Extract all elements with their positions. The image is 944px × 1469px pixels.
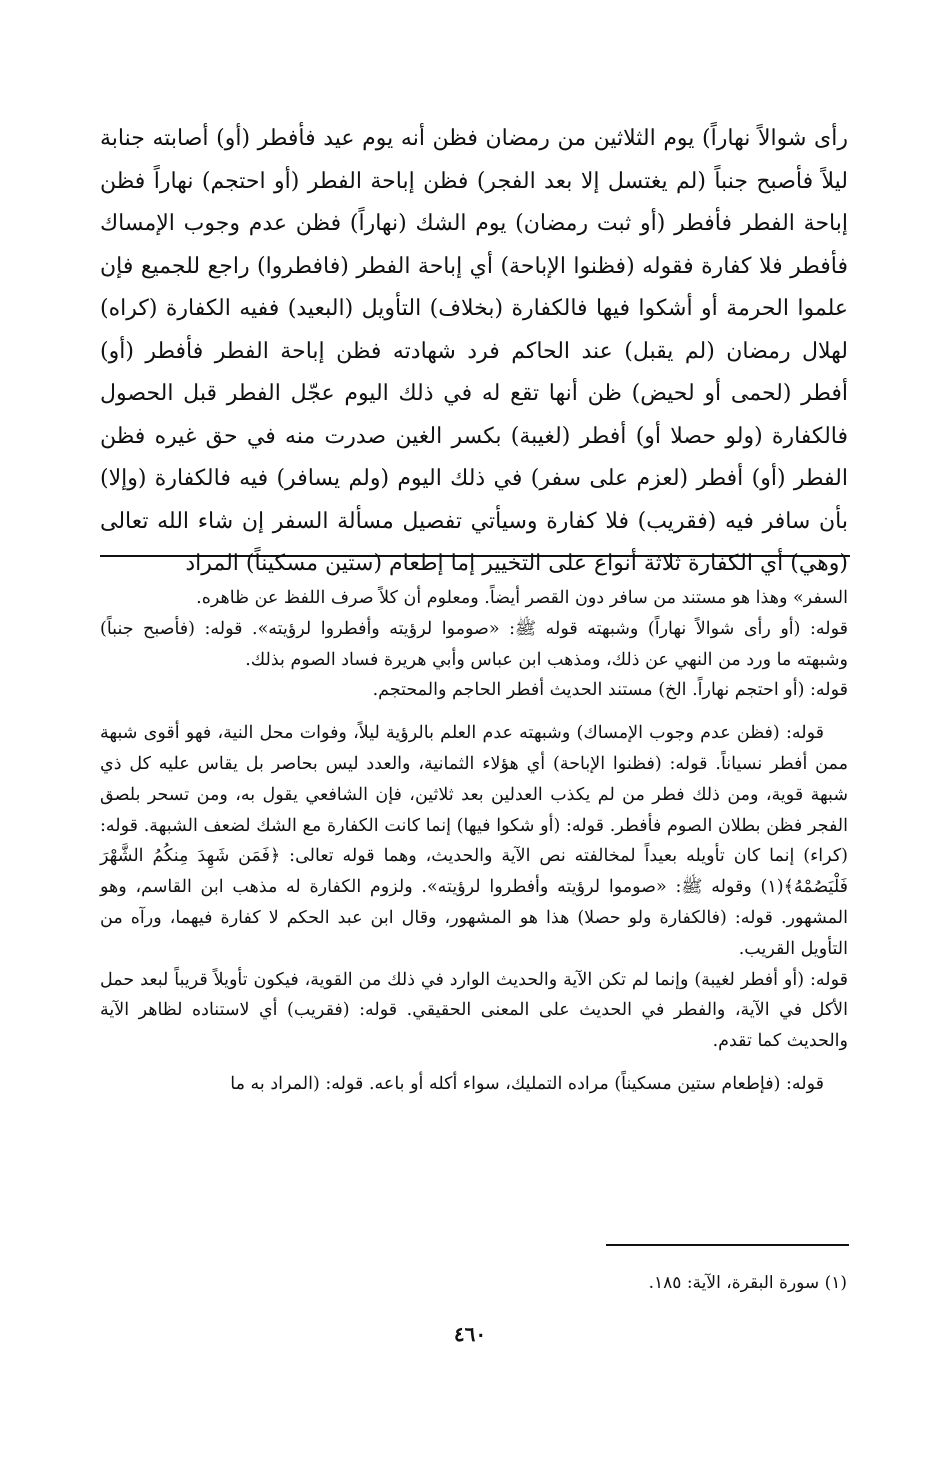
commentary-section bbox=[100, 583, 848, 1112]
footnote: (١) سورة البقرة، الآية: ١٨٥. bbox=[648, 1273, 847, 1293]
commentary-paragraph: قوله: (أو احتجم نهاراً. الخ) مستند الحديث أفطر الحاجم والمحتجم. bbox=[372, 680, 848, 701]
commentary-paragraph: قوله: (أو أفطر لغيبة) وإنما لم تكن الآية والحديث الوارد في ذلك من القوية، فيكون تأويلاً قريباً لبعد حمل الأكل في الآية، والفطر في الحديث على المعنى الحقيقي. قوله: (فقريب) أي لاستناده لظاهر الآية والحديث كما تقدم. bbox=[100, 969, 848, 1052]
section-divider bbox=[100, 555, 850, 557]
commentary-paragraph: قوله: (أو رأى شوالاً نهاراً) وشبهته قوله ﷺ: «صوموا لرؤيته وأفطروا لرؤيته». قوله: (فأصبح جنباً) وشبهته ما ورد من النهي عن ذلك، ومذهب ابن عباس وأبي هريرة فساد الصوم بذلك. bbox=[100, 618, 848, 670]
commentary-paragraph: السفر» وهذا هو مستند من سافر دون القصر أيضاً. ومعلوم أن كلاً صرف اللفظ عن ظاهره. bbox=[196, 588, 848, 608]
main-text-paragraph: رأى شوالاً نهاراً) يوم الثلاثين من رمضان فظن أنه يوم عيد فأفطر (أو) أصابته جنابة ليلاً فأصبح جنباً (لم يغتسل إلا بعد الفجر) فظن إباحة الفطر (أو احتجم) نهاراً فظن إباحة الفطر فأفطر (أو ثبت رمضان) يوم الشك (نهاراً) فظن عدم وجوب الإمساك فأفطر فلا كفارة فقوله (فظنوا الإباحة) أي إباحة الفطر (فافطروا) راجع للجميع فإن علموا الحرمة أو أشكوا فيها فالكفارة (بخلاف) التأويل (البعيد) ففيه الكفارة (كراه) لهلال رمضان (لم يقبل) عند الحاكم فرد شهادته فظن إباحة الفطر فأفطر (أو) أفطر (لحمى أو لحيض) ظن أنها تقع له في ذلك اليوم عجّل الفطر قبل الحصول فالكفارة (ولو حصلا أو) أفطر (لغيبة) بكسر الغين صدرت منه في حق غيره فظن الفطر (أو) أفطر (لعزم على سفر) في ذلك اليوم (ولم يسافر) فيه فالكفارة (وإلا) بأن سافر فيه (فقريب) فلا كفارة وسيأتي تفصيل مسألة السفر إن شاء الله تعالى (وهي) أي الكفارة ثلاثة أنواع على التخيير إما إطعام (ستين مسكيناً) المراد bbox=[100, 126, 849, 576]
footnote-divider bbox=[606, 1244, 849, 1246]
commentary-paragraph: قوله: (فإطعام ستين مسكيناً) مراده التمليك، سواء أكله أو باعه. قوله: (المراد به ما bbox=[230, 1073, 824, 1094]
page-number: ٤٦٠ bbox=[453, 1322, 487, 1346]
commentary-paragraph: قوله: (فظن عدم وجوب الإمساك) وشبهته عدم العلم بالرؤية ليلاً، وفوات محل النية، فهو أقوى شبهة ممن أفطر نسياناً. قوله: (فظنوا الإباحة) أي هؤلاء الثمانية، والعدد ليس بحاصر بل يقاس عليه كل ذي شبهة قوية، ومن ذلك فطر من لم يكذب العدلين بعد ثلاثين، فإن الشافعي يقول به، ومن تسحر بلصق الفجر فظن بطلان الصوم فأفطر. قوله: (أو شكوا فيها) إنما كانت الكفارة مع الشك لضعف الشبهة. قوله: (كراء) إنما كان تأويله بعيداً لمخالفته نص الآية والحديث، وهما قوله تعالى: ﴿فَمَن شَهِدَ مِنكُمُ الشَّهْرَ فَلْيَصُمْهُ﴾(١) وقوله ﷺ: «صوموا لرؤيته وأفطروا لرؤيته». ولزوم الكفارة له مذهب ابن القاسم، وهو المشهور. قوله: (فالكفارة ولو حصلا) هذا هو المشهور، وقال ابن عبد الحكم لا كفارة فيهما، ورآه من التأويل القريب. bbox=[100, 723, 848, 959]
